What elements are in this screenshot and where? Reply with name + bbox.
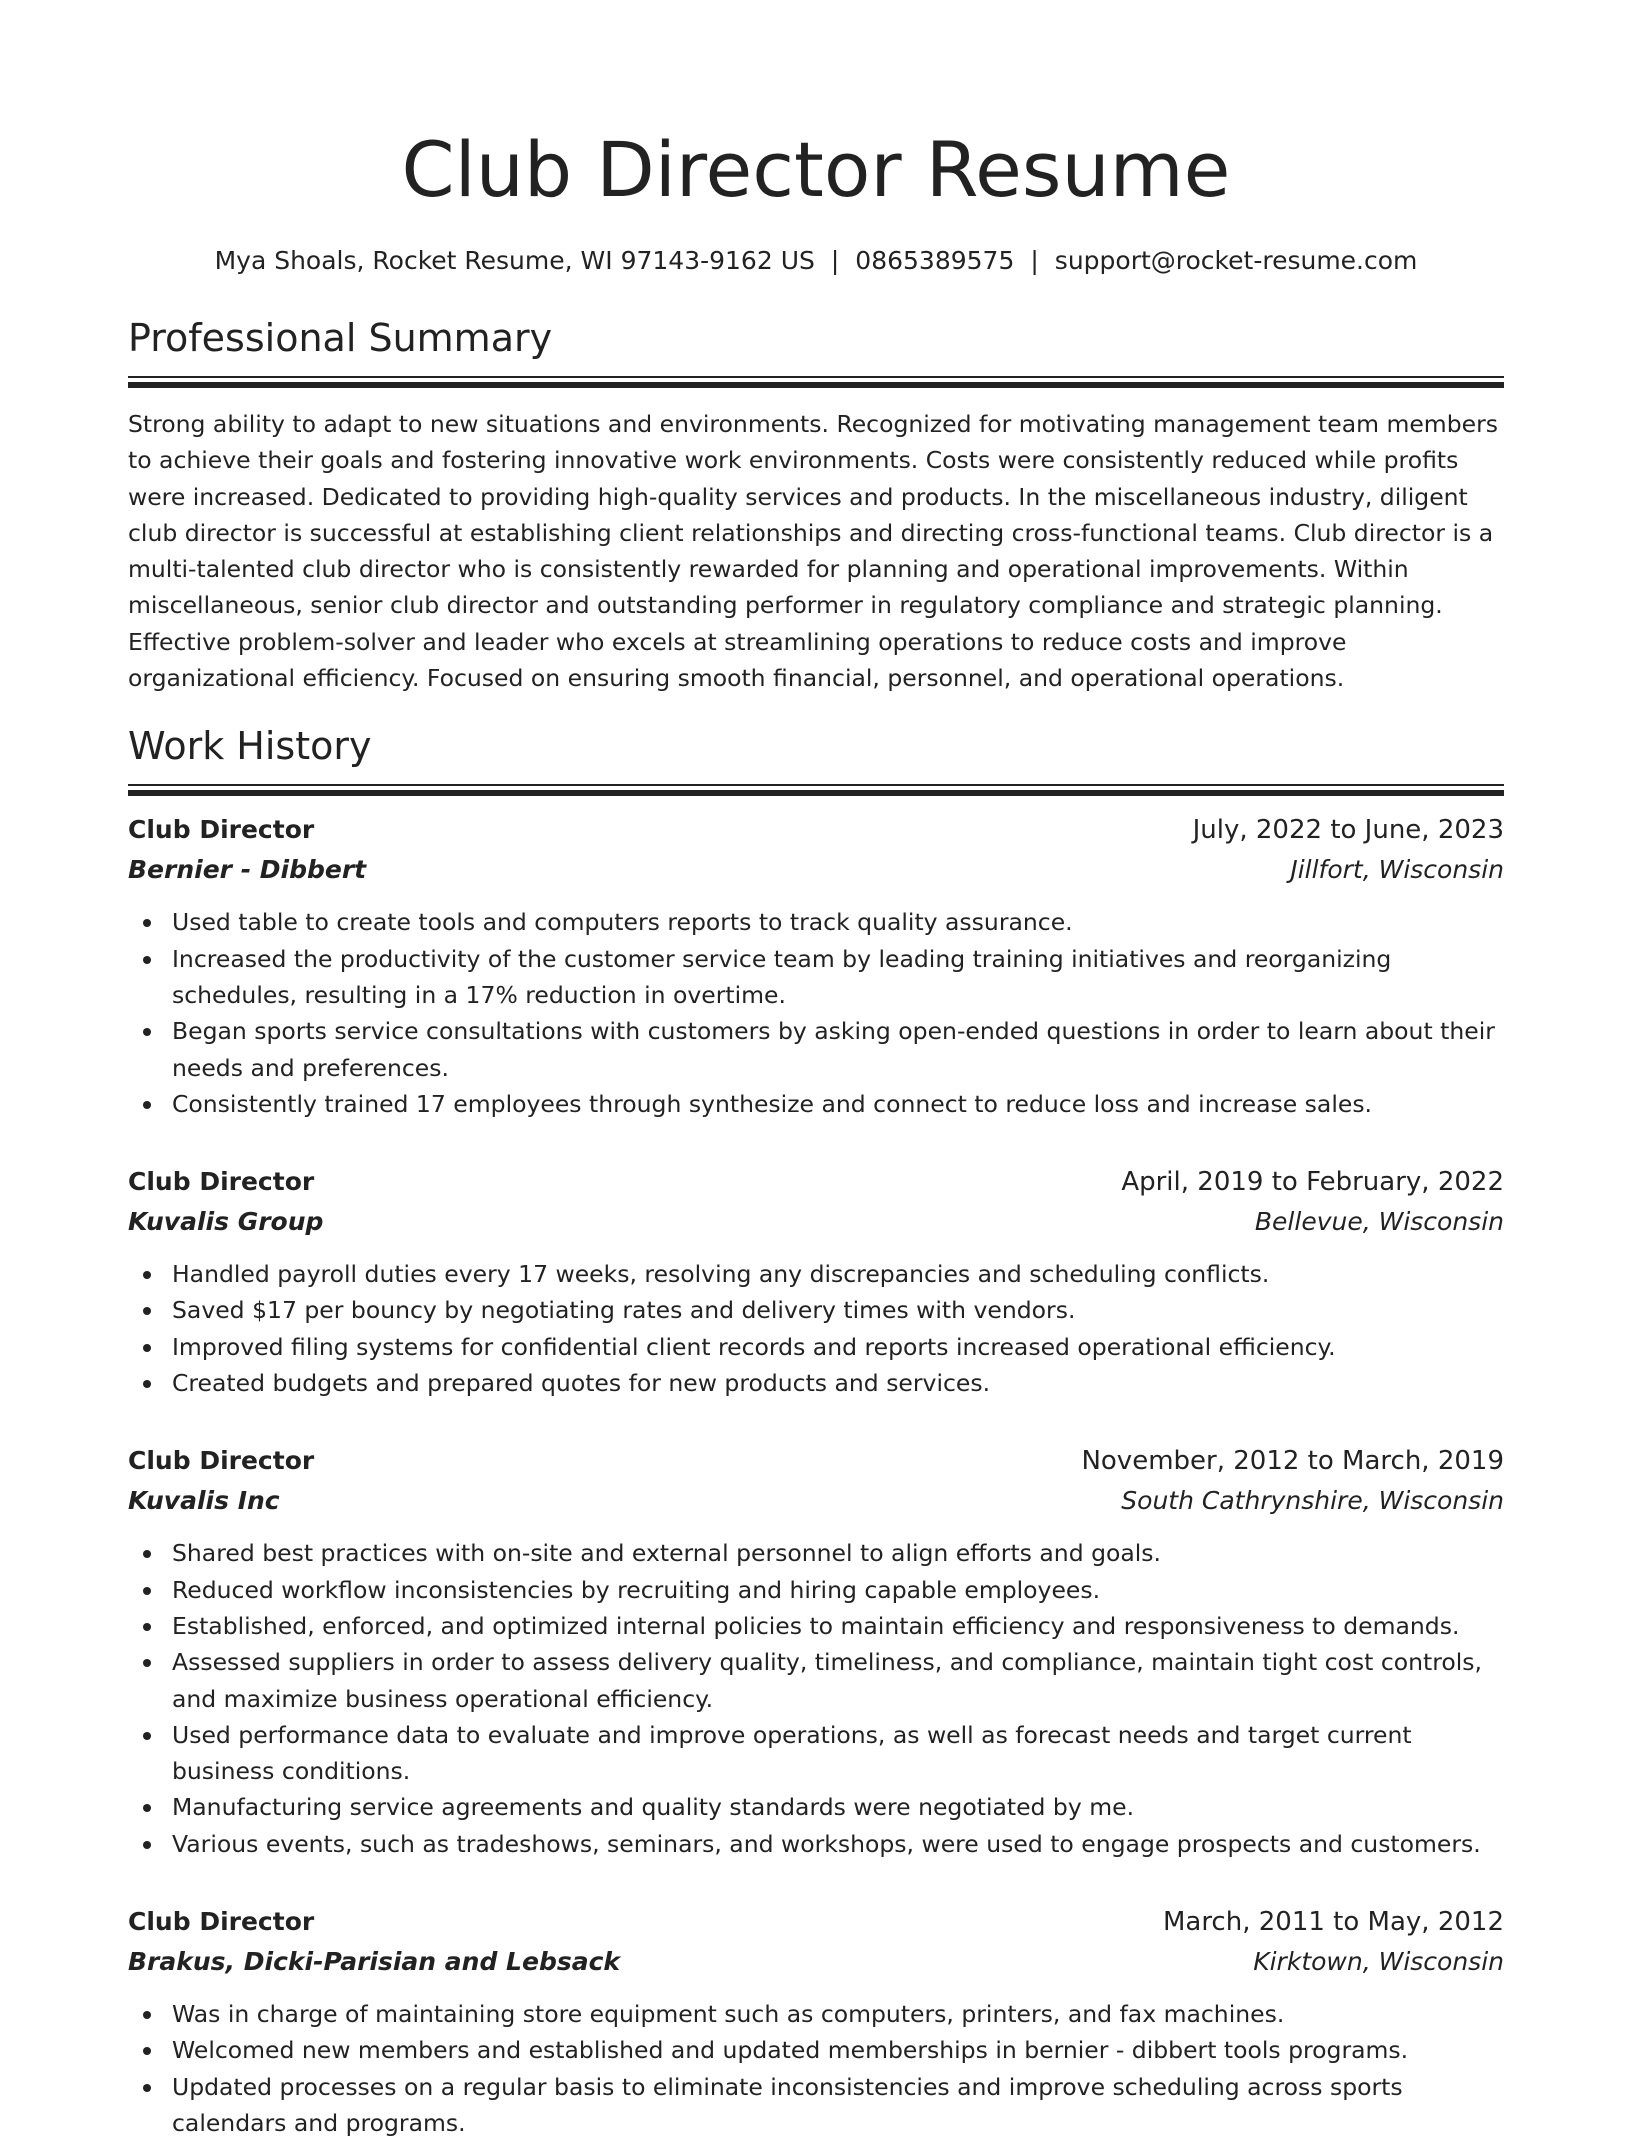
section-heading-summary: Professional Summary	[128, 316, 553, 360]
job-location: Bellevue, Wisconsin	[1254, 1207, 1504, 1237]
job-bullet-item: Handled payroll duties every 17 weeks, resolving any discrepancies and scheduling conflicts.	[128, 1256, 1504, 1292]
job-dates: March, 2011 to May, 2012	[1162, 1907, 1504, 1938]
job-dates: July, 2022 to June, 2023	[1192, 815, 1504, 846]
job-location: Kirktown, Wisconsin	[1253, 1947, 1504, 1977]
job-bullet-item: Created budgets and prepared quotes for new products and services.	[128, 1365, 1504, 1401]
job-title: Club Director	[128, 1907, 315, 1937]
resume-title: Club Director Resume	[401, 125, 1231, 214]
job-title: Club Director	[128, 815, 315, 845]
section-divider	[128, 376, 1504, 388]
job-bullet-list	[128, 1535, 1504, 1862]
job-list	[128, 810, 1504, 2141]
job-entry	[128, 1902, 1504, 2141]
job-company: Kuvalis Group	[128, 1207, 324, 1237]
job-bullet-item: Various events, such as tradeshows, seminars, and workshops, were used to engage prospects and customers.	[128, 1826, 1504, 1862]
job-bullet-item: Saved $17 per bouncy by negotiating rates and delivery times with vendors.	[128, 1292, 1504, 1328]
job-bullet-item: Manufacturing service agreements and quality standards were negotiated by me.	[128, 1789, 1504, 1825]
job-bullet-list	[128, 1256, 1504, 1401]
job-bullet-item: Assessed suppliers in order to assess delivery quality, timeliness, and compliance, maintain tight cost controls, and maximize business operational efficiency.	[128, 1644, 1504, 1717]
job-bullet-item: Updated processes on a regular basis to eliminate inconsistencies and improve scheduling across sports calendars and programs.	[128, 2069, 1504, 2141]
job-company: Bernier - Dibbert	[128, 855, 367, 885]
job-entry	[128, 1162, 1504, 1401]
job-bullet-item: Began sports service consultations with customers by asking open-ended questions in order to learn about their needs and preferences.	[128, 1013, 1504, 1086]
job-dates: November, 2012 to March, 2019	[1081, 1446, 1504, 1477]
job-header-row	[128, 810, 1504, 850]
contact-phone: 0865389575	[855, 246, 1015, 275]
contact-email: support@rocket-resume.com	[1054, 246, 1418, 275]
job-bullet-item: Consistently trained 17 employees through synthesize and connect to reduce loss and increase sales.	[128, 1086, 1504, 1122]
job-company-row	[128, 850, 1504, 890]
job-title: Club Director	[128, 1446, 315, 1476]
section-divider	[128, 784, 1504, 796]
contact-separator: |	[830, 246, 840, 275]
job-header-row	[128, 1441, 1504, 1481]
section-heading-work: Work History	[128, 724, 372, 769]
job-entry	[128, 810, 1504, 1122]
job-title: Club Director	[128, 1167, 315, 1197]
work-history-section	[128, 722, 1504, 2141]
job-company-row	[128, 1942, 1504, 1982]
contact-line	[128, 244, 1504, 278]
job-bullet-item: Was in charge of maintaining store equipment such as computers, printers, and fax machines.	[128, 1996, 1504, 2032]
job-bullet-list	[128, 1996, 1504, 2141]
job-bullet-item: Increased the productivity of the customer service team by leading training initiatives and reorganizing schedules, resulting in a 17% reduction in overtime.	[128, 941, 1504, 1014]
summary-paragraph: Strong ability to adapt to new situations and environments. Recognized for motivating management team members to achieve their goals and fostering innovative work environments. Costs were consistently reduced while profits were increased. Dedicated to providing high-quality services and products. In the miscellaneous industry, diligent club director is successful at establishing client relationships and directing cross-functional teams. Club director is a multi-talented club director who is consistently rewarded for planning and operational improvements. Within miscellaneous, senior club director and outstanding performer in regulatory compliance and strategic planning. Effective problem-solver and leader who excels at streamlining operations to reduce costs and improve organizational efficiency. Focused on ensuring smooth financial, personnel, and operational operations.	[128, 410, 1498, 693]
job-bullet-item: Shared best practices with on-site and external personnel to align efforts and goals.	[128, 1535, 1504, 1571]
contact-separator: |	[1030, 246, 1039, 275]
job-bullet-item: Reduced workflow inconsistencies by recruiting and hiring capable employees.	[128, 1572, 1504, 1608]
job-bullet-item: Welcomed new members and established and updated memberships in bernier - dibbert tools programs.	[128, 2032, 1504, 2068]
job-bullet-item: Used table to create tools and computers reports to track quality assurance.	[128, 904, 1504, 940]
job-header-row	[128, 1162, 1504, 1202]
professional-summary-section	[128, 314, 1504, 696]
job-dates: April, 2019 to February, 2022	[1121, 1167, 1504, 1198]
job-company-row	[128, 1202, 1504, 1242]
job-bullet-item: Improved filing systems for confidential client records and reports increased operational efficiency.	[128, 1329, 1504, 1365]
job-header-row	[128, 1902, 1504, 1942]
contact-address: Mya Shoals, Rocket Resume, WI 97143-9162 US	[214, 246, 815, 275]
job-location: Jillfort, Wisconsin	[1290, 855, 1504, 885]
job-company: Kuvalis Inc	[128, 1486, 280, 1516]
resume-page	[128, 0, 1504, 2141]
job-bullet-item: Established, enforced, and optimized internal policies to maintain efficiency and responsiveness to demands.	[128, 1608, 1504, 1644]
job-location: South Cathrynshire, Wisconsin	[1121, 1486, 1504, 1516]
job-bullet-item: Used performance data to evaluate and improve operations, as well as forecast needs and target current business conditions.	[128, 1717, 1504, 1790]
job-entry	[128, 1441, 1504, 1862]
job-company-row	[128, 1481, 1504, 1521]
job-bullet-list	[128, 904, 1504, 1122]
job-company: Brakus, Dicki-Parisian and Lebsack	[128, 1947, 621, 1977]
